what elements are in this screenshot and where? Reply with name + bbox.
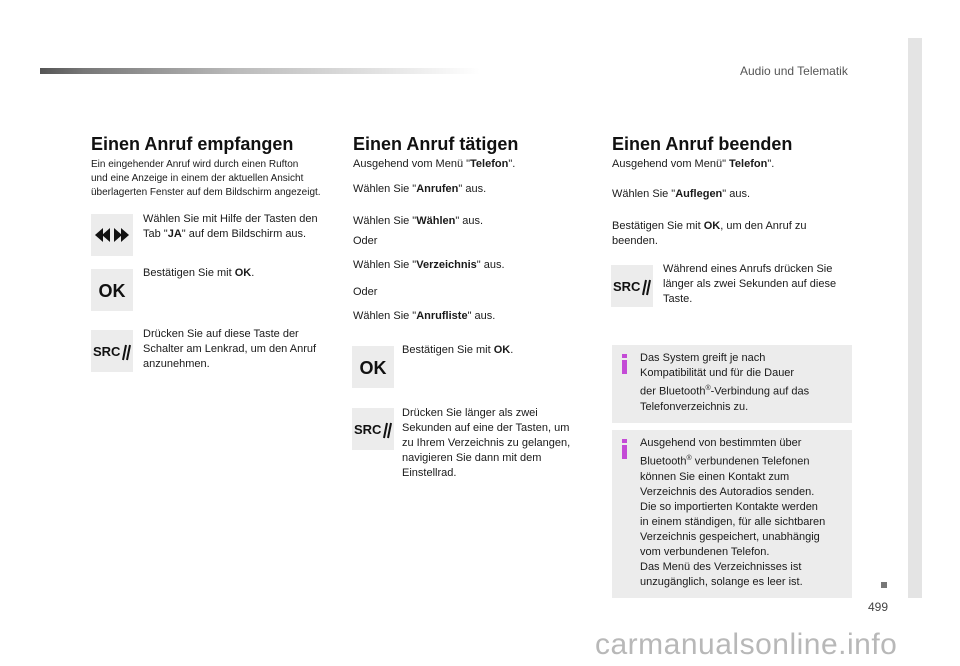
src-icon-label: SRC	[354, 422, 382, 437]
receive-step1	[143, 212, 318, 242]
text: Ausgehend vom Menü"	[612, 158, 730, 170]
bold-term: OK	[493, 344, 511, 356]
src-button-icon	[91, 330, 133, 372]
note-line	[640, 451, 825, 470]
note-line: Die so importierten Kontakte werden	[640, 500, 818, 513]
note-line: vom verbundenen Telefon.	[640, 545, 770, 558]
make-confirm	[402, 343, 513, 358]
bold-term: Verzeichnis	[416, 259, 477, 271]
receive-step1-line	[143, 227, 318, 242]
text: " auf dem Bildschirm aus.	[181, 228, 307, 240]
bold-term: OK	[234, 267, 252, 279]
text: verbundenen Telefonen	[691, 455, 810, 468]
end-line-3a	[612, 219, 806, 234]
bold-term: Wählen	[416, 215, 456, 227]
text: ".	[508, 158, 516, 170]
bold-term: JA	[167, 228, 182, 240]
info-note-1-text	[640, 351, 809, 415]
text: Wählen Sie "	[612, 188, 676, 200]
bold-term: Auflegen	[675, 188, 723, 200]
src-button-icon	[611, 265, 653, 307]
receive-intro-line: überlagerten Fenster auf dem Bildschirm angezeigt.	[91, 187, 321, 198]
info-icon	[622, 354, 627, 374]
make-src-line: Sekunden auf eine der Tasten, um	[402, 422, 570, 434]
receive-intro-line: Ein eingehender Anruf wird durch einen Rufton	[91, 159, 299, 170]
bold-term: Telefon	[470, 158, 509, 170]
receive-intro-line: und eine Anzeige in einem der aktuellen Ansicht	[91, 173, 304, 184]
receive-step3-line: anzunehmen.	[143, 358, 210, 370]
make-src-line: zu Ihrem Verzeichnis zu gelangen,	[402, 437, 571, 449]
text: Wählen Sie "	[353, 215, 417, 227]
text: .	[510, 344, 514, 356]
page-marker	[881, 582, 887, 588]
src-icon-label: SRC	[93, 344, 121, 359]
make-line-1	[353, 157, 515, 172]
ok-icon-label: OK	[359, 358, 387, 378]
text: Bestätigen Sie mit	[143, 267, 235, 279]
text: " aus.	[476, 259, 505, 271]
text: , um den Anruf zu	[720, 220, 807, 232]
bold-term: Telefon	[729, 158, 768, 170]
receive-step3-line: Schalter am Lenkrad, um den Anruf	[143, 343, 317, 355]
make-line-4	[353, 258, 505, 273]
text: Wählen Sie "	[353, 310, 417, 322]
src-icon-label: SRC	[613, 279, 641, 294]
end-line-2	[612, 187, 750, 202]
text: Bestätigen Sie mit	[402, 344, 494, 356]
header-rule	[40, 68, 480, 74]
info-note-2-text	[640, 436, 825, 590]
note-line: in einem ständigen, für alle sichtbaren	[640, 515, 826, 528]
receive-intro	[91, 158, 321, 200]
receive-step2	[143, 266, 254, 281]
end-src-step	[663, 262, 836, 307]
note-line: unzugänglich, solange es leer ist.	[640, 575, 803, 588]
watermark: carmanualsonline.info	[595, 628, 898, 661]
make-src-step	[402, 406, 570, 481]
end-line-1	[612, 157, 774, 172]
note-line: Ausgehend von bestimmten über	[640, 437, 802, 449]
note-line: Das System greift je nach	[640, 352, 766, 364]
end-src-line: länger als zwei Sekunden auf diese	[663, 278, 837, 290]
receive-title: Einen Anruf empfangen	[91, 134, 294, 154]
end-src-line: Taste.	[663, 293, 693, 305]
page-edge-strip	[908, 38, 922, 598]
end-line-3b: beenden.	[612, 235, 658, 247]
note-line: Verzeichnis des Autoradios senden.	[640, 485, 815, 498]
text: der Bluetooth	[640, 385, 706, 398]
bold-term: Anrufen	[416, 183, 459, 195]
src-button-icon	[352, 408, 394, 450]
make-src-line: Einstellrad.	[402, 467, 457, 479]
note-line: Telefonverzeichnis zu.	[640, 400, 749, 413]
note-line: Verzeichnis gespeichert, unabhängig	[640, 530, 820, 543]
text: Bluetooth	[640, 455, 687, 468]
ok-icon-label: OK	[98, 281, 126, 301]
info-icon	[622, 439, 627, 459]
note-line: Kompatibilität und für die Dauer	[640, 367, 795, 379]
make-src-line: Drücken Sie länger als zwei	[402, 407, 538, 419]
make-line-3	[353, 214, 483, 229]
receive-step1-line: Wählen Sie mit Hilfe der Tasten den	[143, 213, 318, 225]
text: Wählen Sie "	[353, 259, 417, 271]
end-src-line: Während eines Anrufs drücken Sie	[663, 263, 833, 275]
end-title: Einen Anruf beenden	[612, 134, 793, 154]
text: " aus.	[722, 188, 751, 200]
make-title: Einen Anruf tätigen	[353, 134, 519, 154]
note-line	[640, 381, 809, 400]
text: Tab "	[143, 228, 168, 240]
text: Ausgehend vom Menü "	[353, 158, 471, 170]
text: " aus.	[467, 310, 496, 322]
end-line-3	[612, 219, 806, 249]
info-note-1	[612, 345, 852, 423]
bold-term: Anrufliste	[416, 310, 468, 322]
registered-mark: ®	[705, 385, 711, 392]
make-line-5	[353, 309, 495, 324]
receive-step3-line: Drücken Sie auf diese Taste der	[143, 328, 299, 340]
text: ".	[767, 158, 775, 170]
text: Wählen Sie "	[353, 183, 417, 195]
receive-step3	[143, 327, 316, 372]
bold-term: OK	[703, 220, 721, 232]
text: " aus.	[455, 215, 484, 227]
info-note-2	[612, 430, 852, 598]
text: -Verbindung auf das	[710, 385, 810, 398]
text: Bestätigen Sie mit	[612, 220, 704, 232]
make-oder-1: Oder	[353, 235, 378, 247]
section-title: Audio und Telematik	[740, 64, 848, 78]
text: " aus.	[458, 183, 487, 195]
text: .	[251, 267, 255, 279]
page-number: 499	[868, 600, 889, 614]
note-line: können Sie einen Kontakt zum	[640, 470, 790, 483]
make-line-2	[353, 182, 486, 197]
registered-mark: ®	[686, 455, 692, 462]
note-line: Das Menü des Verzeichnisses ist	[640, 560, 802, 573]
make-src-line: navigieren Sie dann mit dem	[402, 452, 542, 464]
ok-button-icon	[91, 269, 133, 311]
make-oder-2: Oder	[353, 286, 378, 298]
ok-button-icon	[352, 346, 394, 388]
prev-next-icon	[91, 214, 133, 256]
